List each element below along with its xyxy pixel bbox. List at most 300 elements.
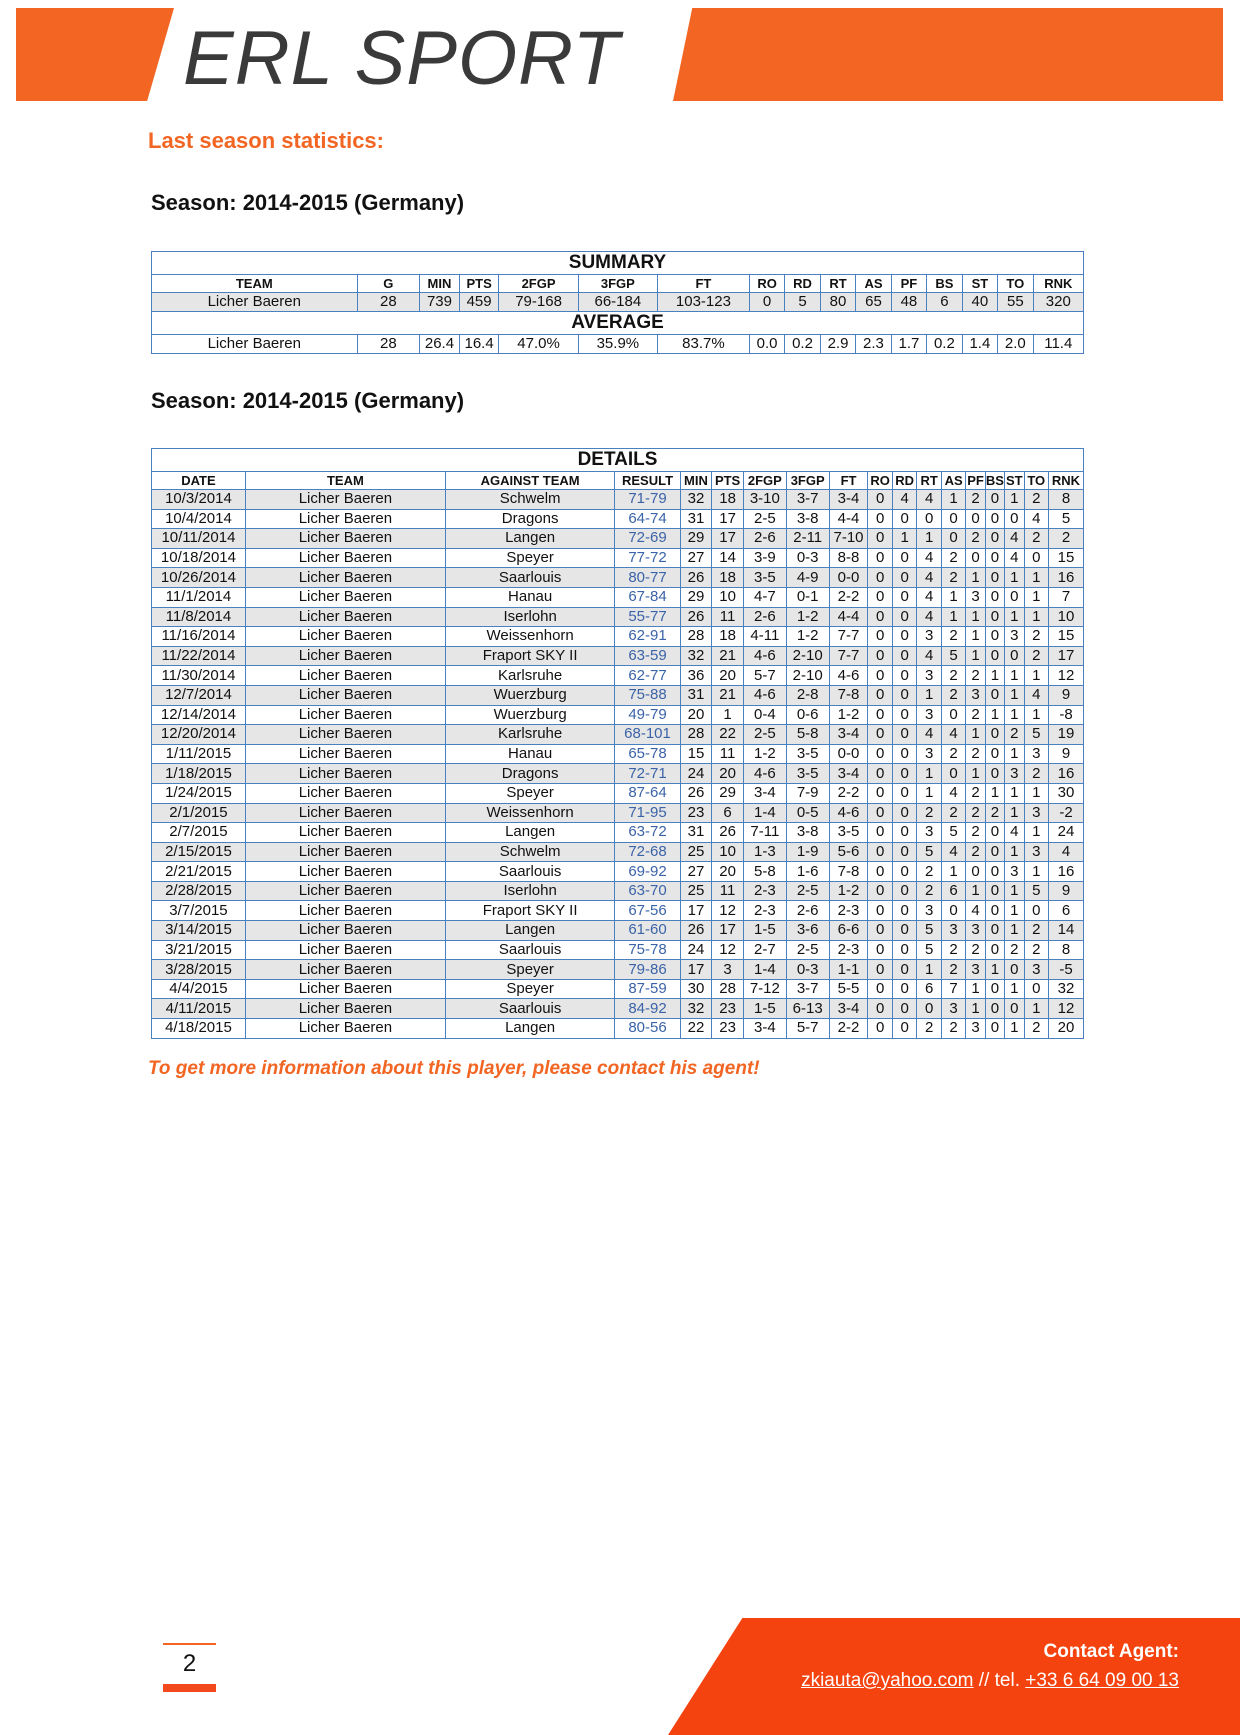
details-cell: 2 (941, 627, 965, 647)
summary-header-cell: PTS (459, 275, 499, 293)
details-cell: Licher Baeren (245, 627, 445, 647)
details-cell: 0 (985, 1019, 1004, 1039)
details-cell: 1-2 (829, 881, 868, 901)
details-cell: 3-5 (786, 744, 829, 764)
summary-header-cell: RO (749, 275, 784, 293)
details-cell: 5 (1049, 509, 1084, 529)
details-cell: 3 (1024, 960, 1048, 980)
details-header-cell: RESULT (615, 472, 680, 490)
details-cell: 2 (1005, 725, 1024, 745)
details-cell: 0 (868, 627, 892, 647)
details-cell: 3 (712, 960, 744, 980)
result-link[interactable]: 63-59 (615, 646, 680, 666)
details-cell: 0 (892, 921, 916, 941)
details-cell: Licher Baeren (245, 529, 445, 549)
details-header-cell: RO (868, 472, 892, 490)
details-cell: 0 (985, 921, 1004, 941)
details-cell: 11/22/2014 (152, 646, 246, 666)
details-cell: Speyer (445, 783, 614, 803)
details-cell: 0-1 (786, 587, 829, 607)
details-cell: 0 (985, 509, 1004, 529)
details-cell: 3 (917, 666, 941, 686)
details-cell: 5 (917, 921, 941, 941)
details-cell: 0 (985, 823, 1004, 843)
details-cell: 0 (868, 764, 892, 784)
details-cell: Dragons (445, 764, 614, 784)
details-cell: 28 (712, 979, 744, 999)
summary-average-cell: 83.7% (658, 335, 750, 354)
details-cell: 1-4 (743, 803, 786, 823)
details-cell: 29 (680, 529, 712, 549)
summary-average-cell: 47.0% (499, 335, 578, 354)
details-cell: 5-5 (829, 979, 868, 999)
result-link[interactable]: 77-72 (615, 548, 680, 568)
details-row (152, 568, 1084, 588)
result-link[interactable]: 87-59 (615, 979, 680, 999)
result-link[interactable]: 87-64 (615, 783, 680, 803)
details-header-cell: 2FGP (743, 472, 786, 490)
details-cell: 3-4 (829, 490, 868, 510)
details-cell: 1-4 (743, 960, 786, 980)
details-cell: 1-6 (786, 862, 829, 882)
summary-header-cell: RNK (1033, 275, 1083, 293)
details-cell: 4-4 (829, 509, 868, 529)
details-cell: 1-5 (743, 999, 786, 1019)
details-cell: 2 (966, 842, 985, 862)
details-cell: 17 (712, 921, 744, 941)
details-cell: 0 (892, 1019, 916, 1039)
details-row (152, 842, 1084, 862)
result-link[interactable]: 62-77 (615, 666, 680, 686)
details-cell: 10 (1049, 607, 1084, 627)
details-cell: 2-6 (743, 529, 786, 549)
details-cell: 2 (917, 803, 941, 823)
summary-total-cell: 103-123 (658, 293, 750, 312)
details-cell: 2 (966, 783, 985, 803)
result-link[interactable]: 71-95 (615, 803, 680, 823)
details-cell: Dragons (445, 509, 614, 529)
details-cell: 24 (680, 940, 712, 960)
details-cell: 1-9 (786, 842, 829, 862)
details-cell: 3/14/2015 (152, 921, 246, 941)
details-cell: 20 (1049, 1019, 1084, 1039)
details-cell: 0 (985, 568, 1004, 588)
details-row (152, 783, 1084, 803)
agent-phone-link[interactable]: +33 6 64 09 00 13 (1025, 1670, 1179, 1691)
summary-header-cell: AS (856, 275, 891, 293)
details-cell: Fraport SKY II (445, 901, 614, 921)
result-link[interactable]: 72-68 (615, 842, 680, 862)
details-cell: Hanau (445, 587, 614, 607)
details-cell: 16 (1049, 764, 1084, 784)
details-cell: Licher Baeren (245, 666, 445, 686)
details-cell: 7-8 (829, 862, 868, 882)
details-cell: 1 (1005, 685, 1024, 705)
details-cell: 3 (1024, 842, 1048, 862)
details-cell: 5-8 (743, 862, 786, 882)
details-header-cell: DATE (152, 472, 246, 490)
details-cell: 1-5 (743, 921, 786, 941)
details-cell: 7-7 (829, 646, 868, 666)
section-title: Last season statistics: (148, 128, 384, 153)
details-cell: 0 (868, 568, 892, 588)
details-cell: 2 (1024, 764, 1048, 784)
details-cell: 3-9 (743, 548, 786, 568)
summary-average-cell: 35.9% (578, 335, 657, 354)
details-cell: 4 (1005, 823, 1024, 843)
details-cell: 3-7 (786, 979, 829, 999)
details-cell: 1 (1005, 979, 1024, 999)
details-cell: 20 (712, 862, 744, 882)
details-cell: 7-11 (743, 823, 786, 843)
details-cell: 0 (868, 529, 892, 549)
details-cell: 5 (917, 940, 941, 960)
details-cell: 23 (712, 999, 744, 1019)
details-cell: 0 (917, 999, 941, 1019)
details-cell: 2 (917, 862, 941, 882)
details-cell: 11/1/2014 (152, 587, 246, 607)
details-cell: 2-6 (786, 901, 829, 921)
details-cell: 3-8 (786, 823, 829, 843)
details-cell: 2 (966, 666, 985, 686)
details-caption: DETAILS (152, 449, 1084, 472)
details-cell: 5-7 (786, 1019, 829, 1039)
details-cell: 0 (941, 509, 965, 529)
result-link[interactable]: 49-79 (615, 705, 680, 725)
details-cell: 4-7 (743, 587, 786, 607)
details-cell: 4 (1005, 548, 1024, 568)
details-cell: 0 (892, 940, 916, 960)
details-cell: 1 (1005, 568, 1024, 588)
details-cell: 4 (917, 725, 941, 745)
details-cell: 2-3 (829, 940, 868, 960)
result-link[interactable]: 67-84 (615, 587, 680, 607)
details-cell: Speyer (445, 548, 614, 568)
details-cell: 0 (892, 705, 916, 725)
details-cell: 3 (1005, 862, 1024, 882)
result-link[interactable]: 61-60 (615, 921, 680, 941)
details-cell: 0 (985, 744, 1004, 764)
details-cell: Licher Baeren (245, 646, 445, 666)
details-cell: 5-8 (786, 725, 829, 745)
details-cell: 0 (985, 646, 1004, 666)
details-cell: 4-9 (786, 568, 829, 588)
agent-email-link[interactable]: zkiauta@yahoo.com (801, 1670, 974, 1691)
details-cell: 0 (868, 901, 892, 921)
details-cell: 31 (680, 823, 712, 843)
details-cell: 2 (941, 568, 965, 588)
details-header-cell: RD (892, 472, 916, 490)
details-cell: 2 (917, 1019, 941, 1039)
details-cell: 0 (868, 823, 892, 843)
result-link[interactable]: 71-79 (615, 490, 680, 510)
details-cell: 0 (985, 685, 1004, 705)
details-cell: 8 (1049, 490, 1084, 510)
details-cell: 12 (1049, 666, 1084, 686)
details-cell: 1 (985, 666, 1004, 686)
details-cell: 0 (868, 744, 892, 764)
details-table (151, 448, 1084, 1039)
summary-header-cell: 3FGP (578, 275, 657, 293)
details-cell: 21 (712, 685, 744, 705)
details-cell: 3 (1024, 803, 1048, 823)
brand-logo: ERL SPORT (183, 16, 621, 101)
details-cell: 3 (966, 1019, 985, 1039)
result-link[interactable]: 80-56 (615, 1019, 680, 1039)
details-cell: 22 (680, 1019, 712, 1039)
details-cell: 0-0 (829, 568, 868, 588)
details-cell: Licher Baeren (245, 979, 445, 999)
details-row (152, 646, 1084, 666)
details-cell: 0 (1005, 587, 1024, 607)
details-cell: 2-5 (743, 509, 786, 529)
details-cell: 0 (868, 862, 892, 882)
details-cell: 1 (1005, 803, 1024, 823)
details-cell: 7-8 (829, 685, 868, 705)
details-cell: 0 (868, 842, 892, 862)
summary-average-cell: 0.2 (927, 335, 962, 354)
details-cell: 6 (712, 803, 744, 823)
details-cell: 1-2 (786, 627, 829, 647)
result-link[interactable]: 69-92 (615, 862, 680, 882)
details-cell: 1 (1024, 862, 1048, 882)
details-cell: 4 (917, 568, 941, 588)
details-cell: 1 (985, 783, 1004, 803)
details-cell: 2/28/2015 (152, 881, 246, 901)
details-cell: 28 (680, 627, 712, 647)
details-cell: 1 (985, 705, 1004, 725)
details-cell: Saarlouis (445, 568, 614, 588)
details-cell: 1 (1024, 823, 1048, 843)
details-cell: 5 (941, 646, 965, 666)
summary-total-cell: 6 (927, 293, 962, 312)
details-cell: 1 (917, 960, 941, 980)
summary-total-cell: 320 (1033, 293, 1083, 312)
details-cell: Langen (445, 529, 614, 549)
details-cell: 4 (941, 842, 965, 862)
details-cell: 2-10 (786, 666, 829, 686)
details-cell: 2-3 (829, 901, 868, 921)
details-cell: 0 (892, 646, 916, 666)
details-cell: 2 (1024, 490, 1048, 510)
result-link[interactable]: 84-92 (615, 999, 680, 1019)
details-cell: Licher Baeren (245, 940, 445, 960)
details-cell: 4 (917, 548, 941, 568)
details-cell: Wuerzburg (445, 705, 614, 725)
result-link[interactable]: 65-78 (615, 744, 680, 764)
details-cell: 0 (868, 646, 892, 666)
details-cell: 1-3 (743, 842, 786, 862)
details-cell: 0 (892, 548, 916, 568)
summary-average-cell: 16.4 (459, 335, 499, 354)
summary-header-cell: TEAM (152, 275, 358, 293)
details-cell: 24 (1049, 823, 1084, 843)
details-cell: 2 (1024, 646, 1048, 666)
details-cell: 29 (680, 587, 712, 607)
details-cell: Karlsruhe (445, 666, 614, 686)
details-cell: 0 (985, 881, 1004, 901)
details-cell: 0 (868, 881, 892, 901)
details-cell: 0 (868, 999, 892, 1019)
details-cell: 31 (680, 685, 712, 705)
details-cell: 0 (966, 862, 985, 882)
details-cell: 3 (966, 587, 985, 607)
details-cell: 30 (1049, 783, 1084, 803)
details-cell: 11/30/2014 (152, 666, 246, 686)
details-cell: 1 (1005, 921, 1024, 941)
details-cell: 1 (1005, 607, 1024, 627)
details-cell: 1 (892, 529, 916, 549)
summary-average-cell: 2.0 (998, 335, 1033, 354)
details-cell: 2-6 (743, 607, 786, 627)
details-cell: Licher Baeren (245, 823, 445, 843)
details-cell: 0-0 (829, 744, 868, 764)
details-cell: -2 (1049, 803, 1084, 823)
details-row (152, 901, 1084, 921)
details-cell: 1 (1024, 666, 1048, 686)
result-link[interactable]: 68-101 (615, 725, 680, 745)
details-cell: 1 (941, 607, 965, 627)
result-link[interactable]: 64-74 (615, 509, 680, 529)
details-cell: 14 (1049, 921, 1084, 941)
details-cell: 16 (1049, 568, 1084, 588)
details-cell: 17 (680, 960, 712, 980)
details-cell: 1 (712, 705, 744, 725)
details-cell: Licher Baeren (245, 960, 445, 980)
details-cell: 0-3 (786, 548, 829, 568)
details-cell: 20 (712, 764, 744, 784)
details-cell: 1 (1005, 490, 1024, 510)
details-cell: Hanau (445, 744, 614, 764)
details-cell: 2/7/2015 (152, 823, 246, 843)
details-cell: 1 (917, 529, 941, 549)
summary-average-cell: 26.4 (420, 335, 460, 354)
details-cell: 3-10 (743, 490, 786, 510)
details-cell: 27 (680, 548, 712, 568)
details-row (152, 764, 1084, 784)
details-cell: 2-7 (743, 940, 786, 960)
season-details-title: Season: 2014-2015 (Germany) (151, 388, 465, 413)
details-header-cell: RNK (1049, 472, 1084, 490)
details-cell: 4/4/2015 (152, 979, 246, 999)
result-link[interactable]: 72-71 (615, 764, 680, 784)
details-cell: 3 (917, 744, 941, 764)
details-cell: 0 (941, 764, 965, 784)
details-cell: 0 (892, 999, 916, 1019)
result-link[interactable]: 75-88 (615, 685, 680, 705)
details-cell: Licher Baeren (245, 509, 445, 529)
details-cell: 11 (712, 881, 744, 901)
result-link[interactable]: 55-77 (615, 607, 680, 627)
details-cell: 0 (868, 921, 892, 941)
details-cell: 2-3 (743, 881, 786, 901)
result-link[interactable]: 72-69 (615, 529, 680, 549)
details-cell: 2 (917, 881, 941, 901)
details-cell: 18 (712, 490, 744, 510)
details-cell: 11 (712, 607, 744, 627)
details-cell: 0 (985, 940, 1004, 960)
details-cell: 4-6 (743, 764, 786, 784)
details-cell: 4 (892, 490, 916, 510)
details-cell: 36 (680, 666, 712, 686)
details-cell: 5 (1024, 725, 1048, 745)
contact-agent-note: To get more information about this player, please contact his agent! (148, 1058, 760, 1079)
result-link[interactable]: 75-78 (615, 940, 680, 960)
details-cell: Iserlohn (445, 607, 614, 627)
details-header-cell: MIN (680, 472, 712, 490)
result-link[interactable]: 62-91 (615, 627, 680, 647)
details-cell: 0 (868, 979, 892, 999)
details-cell: 12/20/2014 (152, 725, 246, 745)
details-cell: Licher Baeren (245, 901, 445, 921)
details-cell: 17 (712, 509, 744, 529)
details-cell: 11/16/2014 (152, 627, 246, 647)
details-cell: 18 (712, 627, 744, 647)
summary-total-cell: 0 (749, 293, 784, 312)
details-cell: 1/24/2015 (152, 783, 246, 803)
details-cell: 15 (1049, 627, 1084, 647)
details-cell: 0 (1005, 646, 1024, 666)
details-cell: Licher Baeren (245, 764, 445, 784)
details-cell: 7-10 (829, 529, 868, 549)
details-cell: 0 (985, 979, 1004, 999)
details-cell: 6 (1049, 901, 1084, 921)
details-cell: 1 (966, 646, 985, 666)
details-cell: 4-4 (829, 607, 868, 627)
details-cell: 10/3/2014 (152, 490, 246, 510)
details-cell: 0 (985, 529, 1004, 549)
details-cell: 1-2 (743, 744, 786, 764)
details-cell: 2 (966, 705, 985, 725)
details-cell: Licher Baeren (245, 881, 445, 901)
details-cell: 1 (966, 979, 985, 999)
details-cell: 2 (966, 490, 985, 510)
details-cell: 0 (941, 705, 965, 725)
details-cell: 0-6 (786, 705, 829, 725)
details-row (152, 529, 1084, 549)
details-cell: 31 (680, 509, 712, 529)
details-cell: 0 (966, 509, 985, 529)
details-cell: 2 (966, 940, 985, 960)
summary-total-cell: 40 (962, 293, 997, 312)
details-cell: 25 (680, 881, 712, 901)
details-cell: 4 (917, 646, 941, 666)
details-cell: Schwelm (445, 490, 614, 510)
details-cell: Saarlouis (445, 862, 614, 882)
details-cell: 26 (680, 921, 712, 941)
details-cell: 1 (966, 627, 985, 647)
details-cell: 1 (1005, 1019, 1024, 1039)
details-cell: 1 (966, 881, 985, 901)
result-link[interactable]: 80-77 (615, 568, 680, 588)
result-link[interactable]: 67-56 (615, 901, 680, 921)
details-cell: 0 (868, 783, 892, 803)
result-link[interactable]: 63-70 (615, 881, 680, 901)
details-header-cell: TEAM (245, 472, 445, 490)
result-link[interactable]: 79-86 (615, 960, 680, 980)
details-cell: 0 (985, 725, 1004, 745)
details-cell: Licher Baeren (245, 842, 445, 862)
details-header-cell: ST (1006, 473, 1023, 488)
details-cell: 17 (1049, 646, 1084, 666)
details-row (152, 881, 1084, 901)
details-cell: 17 (680, 901, 712, 921)
details-cell: 0 (892, 744, 916, 764)
summary-total-cell: 5 (785, 293, 820, 312)
details-cell: 15 (680, 744, 712, 764)
result-link[interactable]: 63-72 (615, 823, 680, 843)
details-cell: 0 (892, 862, 916, 882)
